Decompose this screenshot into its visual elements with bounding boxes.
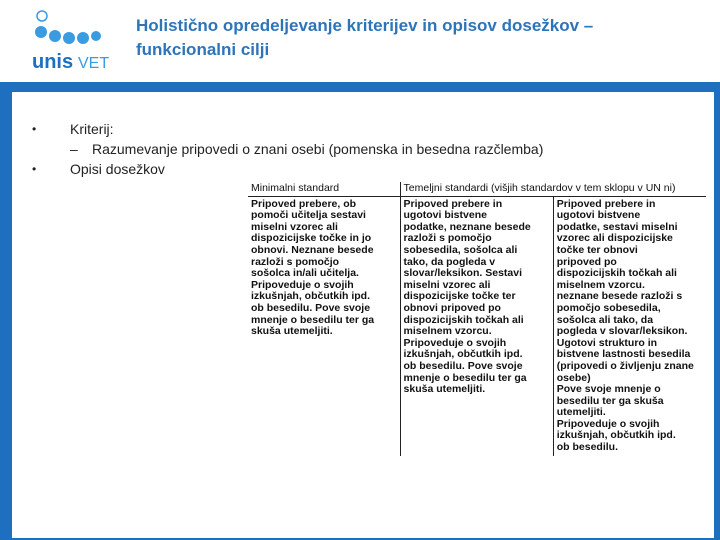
cell-line: slovar/leksikon. Sestavi (403, 267, 522, 280)
cell-line: Pripoveduje o svojih (403, 336, 507, 349)
cell-line: sošolca ali tako, da (556, 313, 654, 326)
cell-line: obnovi. Neznane besede (251, 243, 374, 256)
cell-line: osebe) (556, 371, 591, 384)
cell-line: sošolca in/ali učitelja. (251, 267, 359, 280)
cell-line: Pripoved prebere, ob (251, 197, 357, 210)
table-row (248, 196, 706, 456)
cell-line: dispozicijske točke ter (403, 290, 516, 303)
svg-text:VET: VET (78, 55, 110, 72)
cell-line: izkušnjah, občutkih ipd. (403, 348, 523, 361)
cell-line: vzorec ali dispozicijske (556, 232, 673, 245)
standards-table (248, 182, 706, 522)
content-panel (12, 92, 714, 538)
cell-temeljni-a (400, 196, 553, 456)
sub-bullet-razumevanje (70, 140, 543, 158)
header (0, 0, 720, 82)
dash-icon: – (70, 141, 78, 157)
bullet-dot-icon: • (32, 122, 37, 136)
cell-line: podatke, sestavi miselni (556, 220, 678, 233)
cell-line: Pripoved prebere in (403, 197, 503, 210)
cell-line: Pripoveduje o svojih (556, 417, 660, 430)
cell-line: podatke, neznane besede (403, 220, 531, 233)
cell-line: pogleda v slovar/leksikon. (556, 325, 688, 338)
cell-line: miselnem vzorcu. (403, 325, 492, 338)
cell-line: pomočjo sobesedila, (556, 301, 661, 314)
cell-line: Pripoveduje o svojih (251, 278, 354, 291)
unisvet-logo (18, 8, 128, 74)
table-header-row (248, 182, 706, 196)
svg-text:unis: unis (32, 51, 74, 73)
cell-line: neznane besede razloži s (556, 290, 683, 303)
cell-line: razloži s pomočjo (251, 255, 340, 268)
cell-line: dispozicijskih točkah ali (403, 313, 524, 326)
cell-line: dispozicijskih točkah ali (556, 267, 677, 280)
cell-line: utemeljiti. (556, 406, 606, 419)
cell-minimalni (248, 196, 400, 456)
header-temeljni: Temeljni standardi (višjih standardov v tem sklopu v UN ni) (400, 182, 706, 196)
title-line-1: Holistično opredeljevanje kriterijev in opisov dosežkov – (136, 16, 594, 35)
cell-line: dispozicijske točke in jo (251, 232, 372, 245)
cell-line: besedilu ter ga skuša (556, 394, 664, 407)
cell-line: mnenje o besedilu ter ga (251, 313, 375, 326)
bullet-label: Kriterij: (70, 121, 114, 137)
cell-line: ob besedilu. Pove svoje (403, 359, 523, 372)
page-title (136, 14, 706, 62)
cell-line: miselni vzorec ali (251, 220, 338, 233)
cell-line: pripoved po (556, 255, 617, 268)
cell-line: miselni vzorec ali (403, 278, 491, 291)
sub-bullet-label: Razumevanje pripovedi o znani osebi (pomenska in besedna razčlemba) (92, 141, 544, 157)
cell-line: obnovi pripoved po (403, 301, 501, 314)
cell-line: skuša utemeljiti. (251, 325, 333, 338)
cell-temeljni-b (553, 196, 706, 456)
cell-line: ugotovi bistvene (556, 209, 641, 222)
header-minimalni: Minimalni standard (248, 182, 400, 196)
cell-line: točke ter obnovi (556, 243, 638, 256)
cell-line: razloži s pomočjo (403, 232, 492, 245)
cell-line: pomoči učitelja sestavi (251, 209, 366, 222)
cell-line: izkušnjah, občutkih ipd. (556, 429, 676, 442)
cell-line: izkušnjah, občutkih ipd. (251, 290, 371, 303)
cell-line: bistvene lastnosti besedila (556, 348, 691, 361)
cell-line: ob besedilu. (556, 441, 619, 454)
bullet-dot-icon: • (32, 162, 37, 176)
cell-line: (pripovedi o življenju znane (556, 359, 694, 372)
title-line-2: funkcionalni cilji (136, 40, 270, 59)
cell-line: ugotovi bistvene (403, 209, 487, 222)
cell-line: Ugotovi strukturo in (556, 336, 658, 349)
cell-line: Pove svoje mnenje o (556, 383, 661, 396)
cell-line: miselnem vzorcu. (556, 278, 645, 291)
cell-line: Pripoved prebere in (556, 197, 656, 210)
cell-line: skuša utemeljiti. (403, 383, 486, 396)
cell-line: ob besedilu. Pove svoje (251, 301, 371, 314)
cell-line: sobesedila, sošolca ali (403, 243, 518, 256)
bullet-label: Opisi dosežkov (70, 161, 165, 177)
cell-line: tako, da pogleda v (403, 255, 496, 268)
cell-line: mnenje o besedilu ter ga (403, 371, 527, 384)
